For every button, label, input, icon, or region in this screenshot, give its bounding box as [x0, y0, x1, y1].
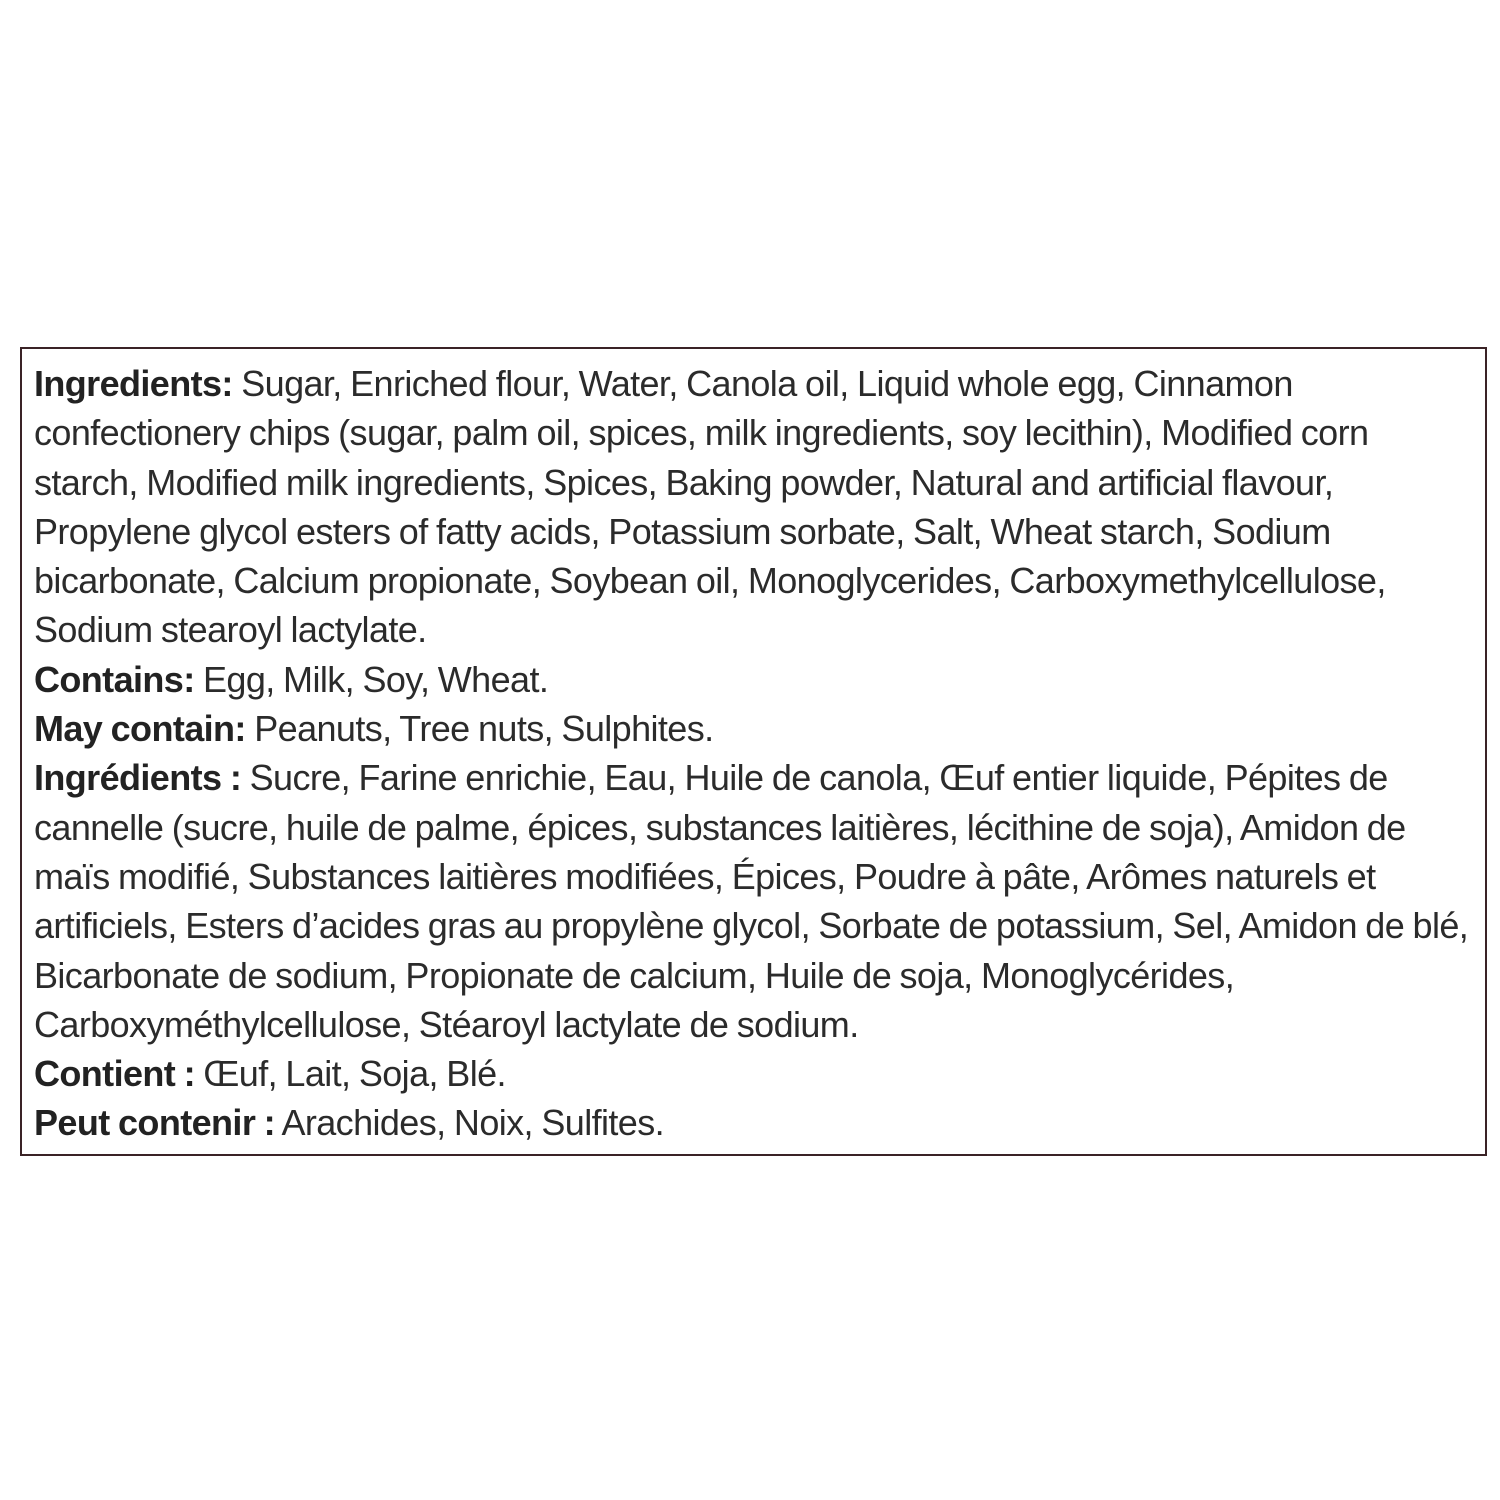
french-contains-list: Œuf, Lait, Soja, Blé.: [194, 1053, 506, 1095]
french-may-contain-list: Arachides, Noix, Sulfites.: [275, 1102, 665, 1144]
english-may-contain-list: Peanuts, Tree nuts, Sulphites.: [245, 708, 714, 750]
english-contains-heading: Contains:: [34, 658, 195, 700]
english-contains-list: Egg, Milk, Soy, Wheat.: [194, 658, 549, 700]
ingredients-label-box: [20, 347, 1487, 1156]
english-ingredients-list: Sugar, Enriched flour, Water, Canola oil, Liquid whole egg, Cinnamon confectionery chips (sugar, palm oil, spices, milk ingredients, soy lecithin), Modified corn starch, Modified milk ingredients, Spices, Baking powder, Natural and artificial flavour, Propylene glycol esters of fatty acids, Potassium sorbate, Salt, Wheat starch, Sodium bicarbonate, Calcium propionate, Soybean oil, Monoglycerides, Carboxymethylcellulose, Sodium stearoyl lactylate.: [34, 363, 1386, 651]
english-contains-paragraph: [34, 655, 1477, 704]
english-may-contain-paragraph: [34, 704, 1477, 753]
english-may-contain-heading: May contain:: [34, 708, 246, 750]
english-ingredients-paragraph: [34, 359, 1477, 655]
french-may-contain-paragraph: [34, 1098, 1477, 1147]
french-may-contain-heading: Peut contenir :: [34, 1102, 276, 1144]
french-ingredients-list: Sucre, Farine enrichie, Eau, Huile de canola, Œuf entier liquide, Pépites de cannelle (sucre, huile de palme, épices, substances laitières, lécithine de soja), Amidon de maïs modifié, Substances laitières modifiées, Épices, Poudre à pâte, Arômes naturels et artificiels, Esters d’acides gras au propylène glycol, Sorbate de potassium, Sel, Amidon de blé, Bicarbonate de sodium, Propionate de calcium, Huile de soja, Monoglycérides, Carboxyméthylcellulose, Stéaroyl lactylate de sodium.: [34, 757, 1469, 1045]
french-ingredients-paragraph: [34, 753, 1477, 1049]
french-contains-paragraph: [34, 1049, 1477, 1098]
french-contains-heading: Contient :: [34, 1053, 195, 1095]
english-ingredients-heading: Ingredients:: [34, 363, 233, 404]
french-ingredients-heading: Ingrédients :: [34, 757, 242, 799]
